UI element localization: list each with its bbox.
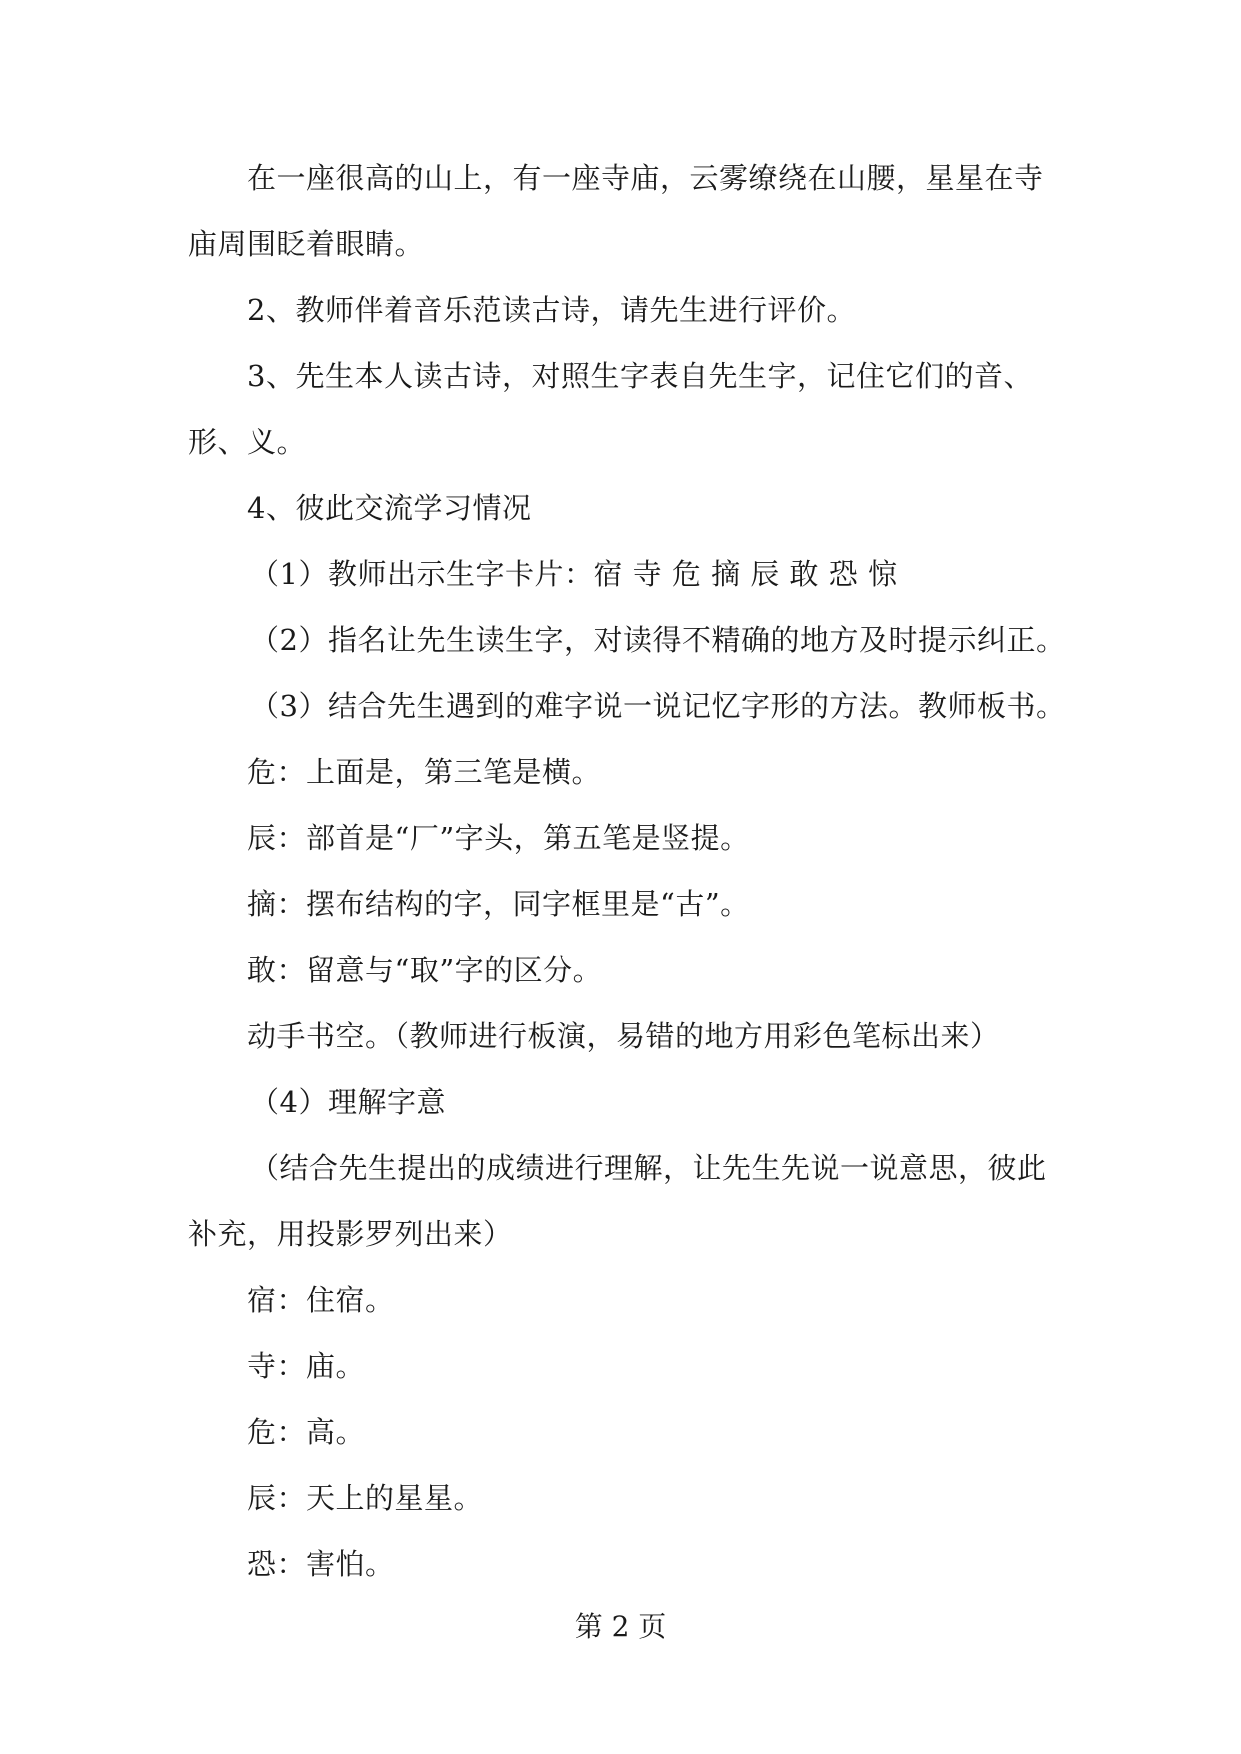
text-line: （结合先生提出的成绩进行理解，让先生先说一说意思，彼此 xyxy=(250,1151,1047,1185)
text-line: 形、义。 xyxy=(188,425,307,459)
text-line: 危：高。 xyxy=(247,1415,366,1449)
text-line: 辰：部首是“厂”字头，第五笔是竖提。 xyxy=(247,821,750,855)
text-line: 辰：天上的星星。 xyxy=(247,1481,484,1515)
text-line: 4、彼此交流学习情况 xyxy=(247,491,532,525)
text-line: 宿：住宿。 xyxy=(247,1283,395,1317)
text-line: （4）理解字意 xyxy=(250,1085,446,1119)
text-line: （2）指名让先生读生字，对读得不精确的地方及时提示纠正。 xyxy=(250,623,1066,657)
text-line: （3）结合先生遇到的难字说一说记忆字形的方法。教师板书。 xyxy=(250,689,1066,723)
text-line: 摘：摆布结构的字，同字框里是“古”。 xyxy=(247,887,750,921)
text-line: 敢：留意与“取”字的区分。 xyxy=(247,953,603,987)
text-line: 寺：庙。 xyxy=(247,1349,366,1383)
text-line: 补充，用投影罗列出来） xyxy=(188,1217,513,1251)
page-number: 第 2 页 xyxy=(574,1610,667,1643)
text-line: 恐：害怕。 xyxy=(247,1547,395,1581)
text-line: 危：上面是，第三笔是横。 xyxy=(247,755,602,789)
text-line: 2、教师伴着音乐范读古诗，请先生进行评价。 xyxy=(247,293,856,327)
text-line: 庙周围眨着眼睛。 xyxy=(188,227,425,261)
text-line: 动手书空。（教师进行板演，易错的地方用彩色笔标出来） xyxy=(247,1019,1000,1053)
text-line: 在一座很高的山上，有一座寺庙，云雾缭绕在山腰，星星在寺 xyxy=(247,161,1044,195)
text-line: 3、先生本人读古诗，对照生字表自先生字，记住它们的音、 xyxy=(247,359,1033,393)
text-line: （1）教师出示生字卡片：宿 寺 危 摘 辰 敢 恐 惊 xyxy=(250,557,898,591)
